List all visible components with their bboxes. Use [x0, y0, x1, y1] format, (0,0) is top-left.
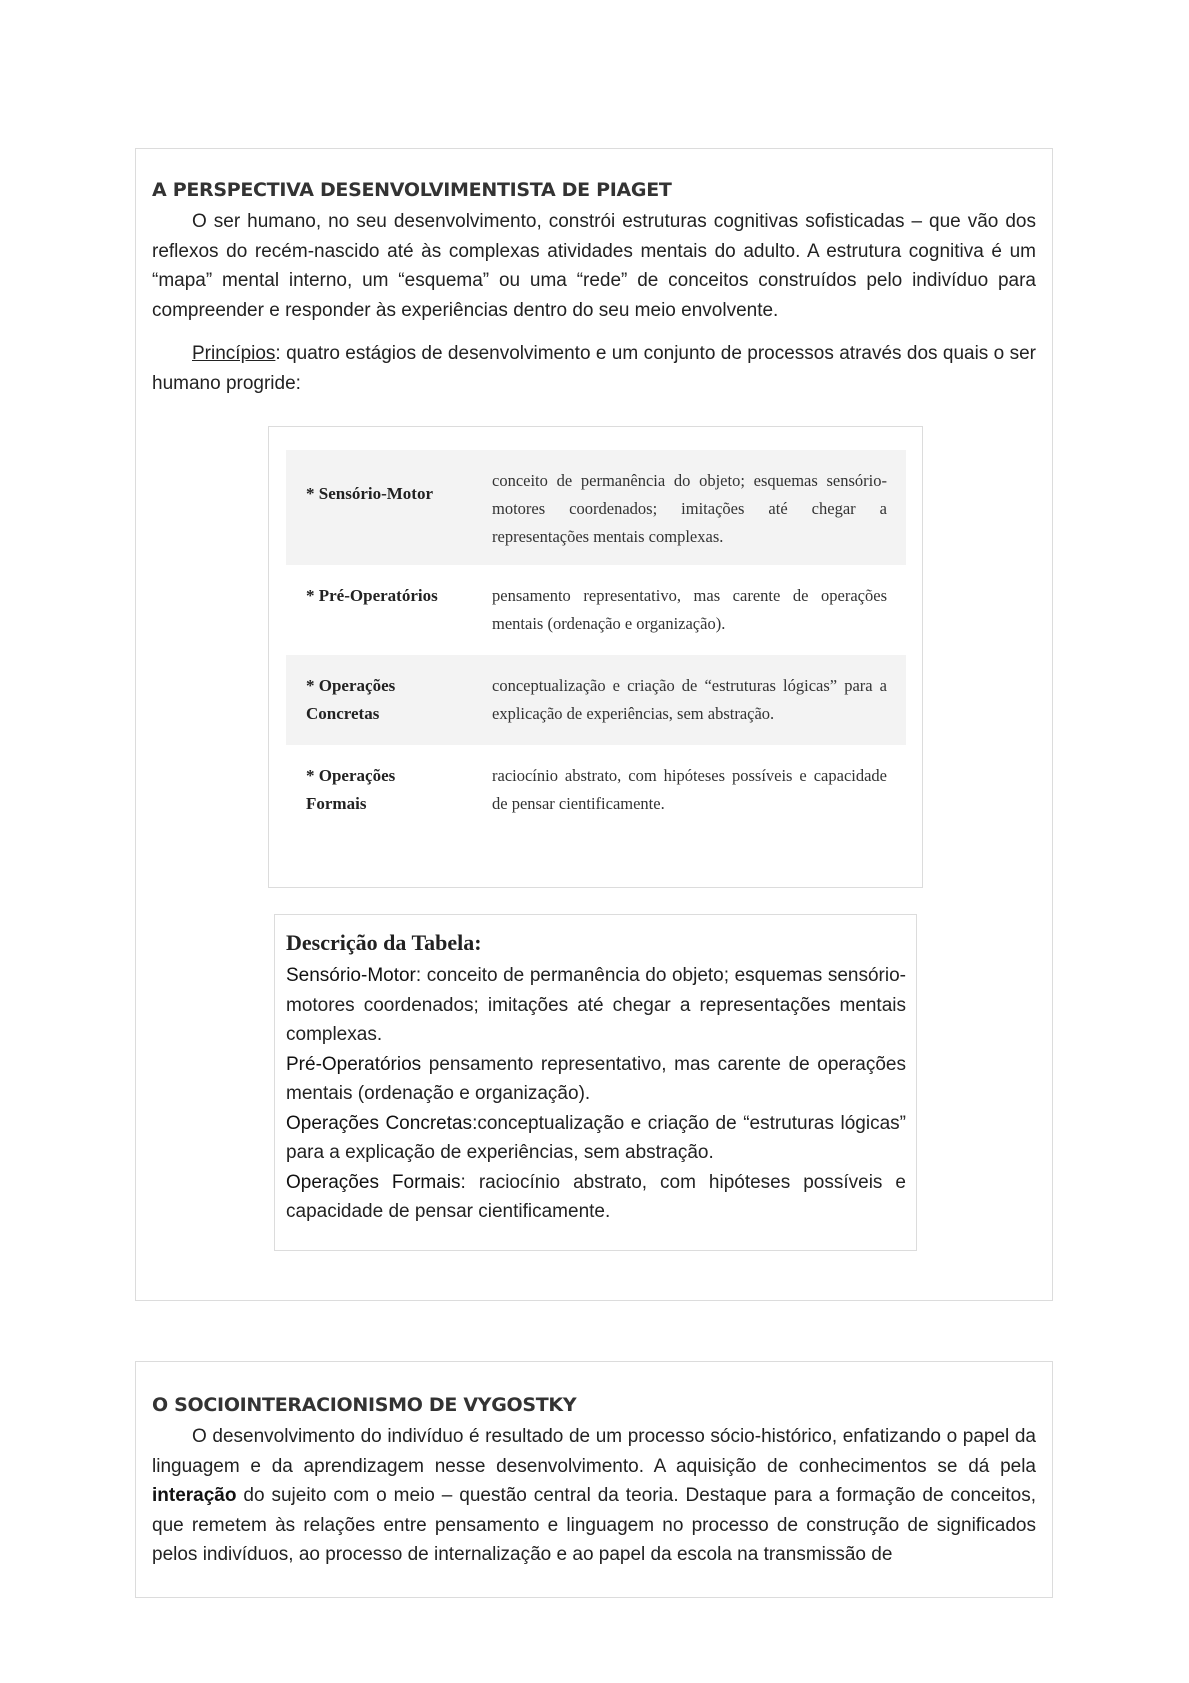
stage-description: conceptualização e criação de “estruturas lógicas” para a explicação de experiências, sem abstração.: [492, 676, 887, 723]
emphasis-term: interação: [152, 1485, 237, 1506]
table-row: [286, 655, 906, 745]
vygotsky-paragraph: O desenvolvimento do indivíduo é resultado de um processo sócio-histórico, enfatizando o papel da linguagem e da aprendizagem nesse desenvolvimento. A aquisição de conhecimentos se dá pela interação do sujeito com o meio – questão central da teoria. Destaque para a formação de conceitos, que remetem às relações entre pensamento e linguagem no processo de construção de significados pelos indivíduos, ao processo de internalização e ao papel da escola na transmissão de: [152, 1426, 1036, 1565]
principles-label: Princípios: [192, 343, 276, 364]
stages-table: [268, 426, 923, 888]
intro-text: O ser humano, no seu desenvolvimento, constrói estruturas cognitivas sofisticadas – que vão dos reflexos do recém-nascido até às complexas atividades mentais do adulto. A estrutura cognitiva é um “mapa” mental interno, um “esquema” ou uma “rede” de conceitos construídos pelo indivíduo para compreender e responder às experiências dentro do seu meio envolvente.: [152, 211, 1036, 321]
table-description-body: [286, 961, 906, 1227]
section-title: A PERSPECTIVA DESENVOLVIMENTISTA DE PIAGET: [152, 179, 672, 201]
table-row: [286, 450, 906, 565]
stage-name: * Pré-Operatórios: [306, 586, 438, 605]
stage-name: * Operações Formais: [306, 766, 396, 813]
table-row: [286, 745, 906, 845]
description-term: Pré-Operatórios: [286, 1053, 422, 1075]
piaget-section: [135, 148, 1053, 1301]
table-description-title: Descrição da Tabela:: [286, 930, 482, 955]
stage-name: * Operações Concretas: [306, 676, 396, 723]
description-item: Pré-Operatórios pensamento representativo, mas carente de operações mentais (ordenação e organização).: [286, 1053, 906, 1104]
description-term: Operações Formais: [286, 1171, 461, 1193]
section-title: O SOCIOINTERACIONISMO DE VYGOSTKY: [152, 1394, 577, 1416]
stage-description: conceito de permanência do objeto; esquemas sensório-motores coordenados; imitações até chegar a representações mentais complexas.: [492, 471, 887, 546]
stage-description: raciocínio abstrato, com hipóteses possíveis e capacidade de pensar cientificamente.: [492, 766, 887, 813]
description-term: Operações Concretas: [286, 1112, 473, 1134]
stage-name: * Sensório-Motor: [306, 484, 434, 503]
principles-paragraph: [152, 339, 1036, 398]
intro-paragraph: [152, 207, 1036, 325]
table-row: [286, 565, 906, 655]
description-item: Operações Concretas:conceptualização e criação de “estruturas lógicas” para a explicação de experiências, sem abstração.: [286, 1112, 906, 1163]
description-item: Operações Formais: raciocínio abstrato, com hipóteses possíveis e capacidade de pensar cientificamente.: [286, 1171, 906, 1222]
principles-text: : quatro estágios de desenvolvimento e um conjunto de processos através dos quais o ser humano progride:: [152, 343, 1036, 394]
vygotsky-section: [135, 1361, 1053, 1598]
description-term: Sensório-Motor: [286, 965, 416, 986]
description-item: Sensório-Motor: conceito de permanência do objeto; esquemas sensório-motores coordenados; imitações até chegar a representações mentais complexas.: [286, 965, 907, 1045]
table-description-box: [274, 914, 917, 1251]
stage-description: pensamento representativo, mas carente de operações mentais (ordenação e organização).: [492, 586, 887, 633]
